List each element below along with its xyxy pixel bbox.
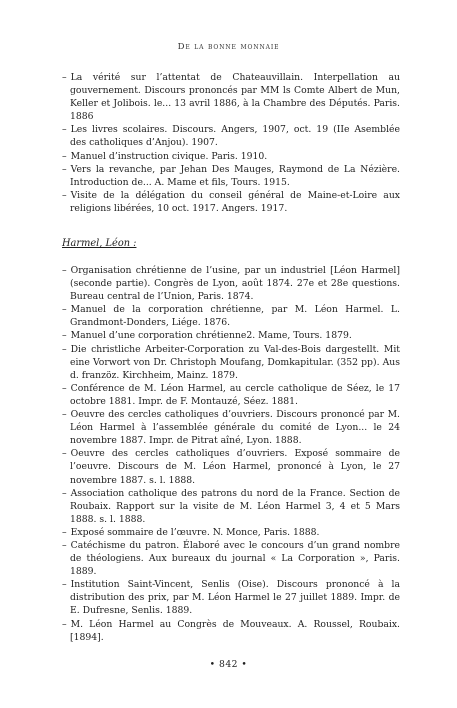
bibliography-entry: – Oeuvre des cercles catholiques d’ouvriers. Exposé sommaire de l’oeuvre. Discours de M. Léon Harmel, prononcé à Lyon, le 27 novembre 1887. s. l. 1888.: [62, 447, 400, 486]
bibliography-entry: – Manuel de la corporation chrétienne, par M. Léon Harmel. L. Grandmont-Donders, Liége. 1876.: [62, 303, 400, 329]
page-number: • 842 •: [209, 659, 248, 670]
bibliography-entry: – Oeuvre des cercles catholiques d’ouvriers. Discours prononcé par M. Léon Harmel à l’assemblée générale du comité de Lyon... le 24 novembre 1887. Impr. de Pitrat aîné, Lyon. 1888.: [62, 408, 400, 447]
bibliography-entry: – Association catholique des patrons du nord de la France. Section de Roubaix. Rapport sur la visite de M. Léon Harmel 3, 4 et 5 Mars 1888. s. l. 1888.: [62, 487, 400, 526]
bibliography-entry: – Manuel d’instruction civique. Paris. 1910.: [62, 150, 400, 163]
bibliography-entry: – Manuel d’une corporation chrétienne2. Mame, Tours. 1879.: [62, 329, 400, 342]
bibliography-entry: – Organisation chrétienne de l’usine, par un industriel [Léon Harmel] (seconde partie). Congrès de Lyon, août 1874. 27e et 28e questions. Bureau central de l’Union, Paris. 1874.: [62, 264, 400, 303]
bibliography-entry: – Vers la revanche, par Jehan Des Mauges, Raymond de La Nézière. Introduction de... A. Mame et fils, Tours. 1915.: [62, 163, 400, 189]
bibliography-entry: – Les livres scolaires. Discours. Angers, 1907, oct. 19 (IIe Asemblée des catholiques d’Anjou). 1907.: [62, 123, 400, 149]
bibliography-entry: – Conférence de M. Léon Harmel, au cercle catholique de Séez, le 17 octobre 1881. Impr. de F. Montauzé, Séez. 1881.: [62, 382, 400, 408]
bibliography-entry: – Catéchisme du patron. Élaboré avec le concours d’un grand nombre de théologiens. Aux bureaux du journal « La Corporation », Paris. 1889.: [62, 539, 400, 578]
bibliography-entry: – Institution Saint-Vincent, Senlis (Oise). Discours prononcé à la distribution des prix, par M. Léon Harmel le 27 juillet 1889. Impr. de E. Dufresne, Senlis. 1889.: [62, 578, 400, 617]
bibliography-entry: – M. Léon Harmel au Congrès de Mouveaux. A. Roussel, Roubaix. [1894].: [62, 618, 400, 644]
bibliography-entry: – Die christliche Arbeiter-Corporation zu Val-des-Bois dargestellt. Mit eine Vorwort von Dr. Christoph Moufang, Domkapitular. (352 pp). Aus d. franzöz. Kirchheim, Mainz. 1879.: [62, 343, 400, 382]
bibliography-entry: – La vérité sur l’attentat de Chateauvillain. Interpellation au gouvernement. Discours prononcés par MM ls Comte Albert de Mun, Keller et Jolibois. le... 13 avril 1886, à la Chambre des Députés. Paris. 1886: [62, 71, 400, 123]
running-head: De la bonne monnaie: [177, 42, 280, 52]
author-heading: Harmel, Léon :: [62, 238, 137, 249]
bibliography-list-2: [62, 264, 400, 644]
bibliography-entry: – Exposé sommaire de l’œuvre. N. Monce, Paris. 1888.: [62, 526, 400, 539]
bibliography-entry: – Visite de la délégation du conseil général de Maine-et-Loire aux religions libérées, 10 oct. 1917. Angers. 1917.: [62, 189, 400, 215]
bibliography-list-1: [62, 71, 400, 215]
